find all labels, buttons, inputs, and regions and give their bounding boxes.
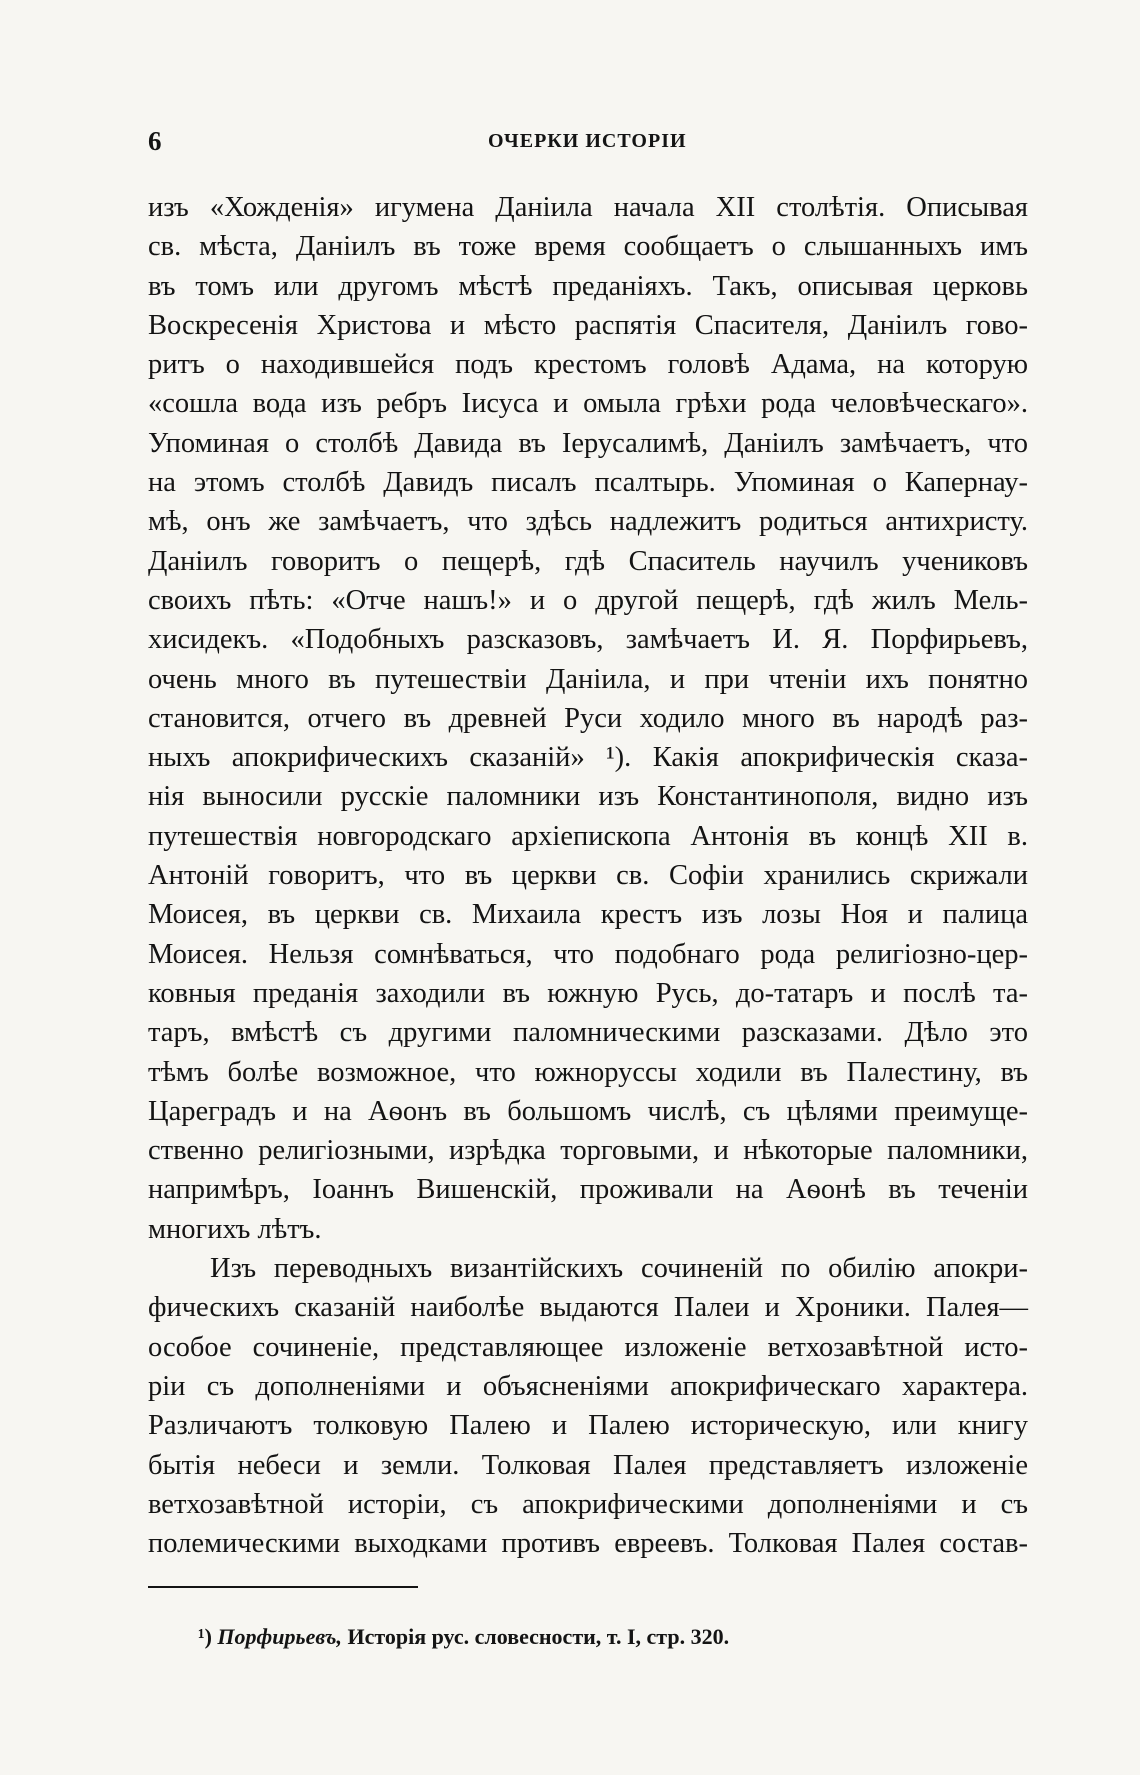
text-line: ковныя преданія заходили въ южную Русь, до-татаръ и послѣ та- xyxy=(148,977,1028,1009)
paragraph-1 xyxy=(148,188,1028,1249)
text-line: изъ «Хожденія» игумена Даніила начала XII столѣтія. Описывая xyxy=(148,192,1028,223)
text-line: фическихъ сказаній наиболѣе выдаются Палеи и Хроники. Палея— xyxy=(148,1292,1028,1324)
text-line: Различаютъ толковую Палею и Палею историческую, или книгу xyxy=(148,1410,1028,1442)
text-line: ріи съ дополненіями и объясненіями апокрифическаго характера. xyxy=(148,1370,1028,1402)
text-line: ныхъ апокрифическихъ сказаній» ¹). Какія апокрифическія сказа- xyxy=(148,742,1028,774)
page-header xyxy=(148,126,1028,166)
text-line: Упоминая о столбѣ Давида въ Іерусалимѣ, Даніилъ замѣчаетъ, что xyxy=(148,427,1028,459)
footnote xyxy=(198,1624,729,1650)
text-line: полемическими выходками противъ евреевъ. Толковая Палея состав- xyxy=(148,1528,1028,1560)
text-line: Моисея. Нельзя сомнѣваться, что подобнаго рода религіозно-цер- xyxy=(148,938,1028,970)
text-line: тѣмъ болѣе возможное, что южноруссы ходили въ Палестину, въ xyxy=(148,1056,1028,1088)
text-line: Моисея, въ церкви св. Михаила крестъ изъ лозы Ноя и палица xyxy=(148,899,1028,931)
text-line: ветхозавѣтной исторіи, съ апокрифическими дополненіями и съ xyxy=(148,1488,1028,1520)
text-line: ственно религіозными, изрѣдка торговыми, и нѣкоторые паломники, xyxy=(148,1135,1028,1167)
running-title: ОЧЕРКИ ИСТОРІИ xyxy=(488,130,687,152)
footnote-author: Порфирьевъ, xyxy=(217,1624,342,1649)
text-line: таръ, вмѣстѣ съ другими паломническими разсказами. Дѣло это xyxy=(148,1017,1028,1049)
text-line: Цареградъ и на Аѳонъ въ большомъ числѣ, съ цѣлями преимуще- xyxy=(148,1095,1028,1127)
text-line: бытія небеси и земли. Толковая Палея представляетъ изложеніе xyxy=(148,1449,1028,1481)
text-line: становится, отчего въ древней Руси ходило много въ народѣ раз- xyxy=(148,702,1028,734)
text-line: особое сочиненіе, представляющее изложеніе ветхозавѣтной исто- xyxy=(148,1331,1028,1363)
text-line: очень много въ путешествіи Даніила, и при чтеніи ихъ понятно xyxy=(148,663,1028,695)
footnote-text: Исторія рус. словесности, т. I, стр. 320. xyxy=(347,1624,730,1649)
text-line: «сошла вода изъ ребръ Іисуса и омыла грѣхи рода человѣческаго». xyxy=(148,388,1028,420)
paragraph-2 xyxy=(148,1249,1028,1563)
text-line: Воскресенія Христова и мѣсто распятія Спасителя, Даніилъ гово- xyxy=(148,309,1028,341)
text-line: на этомъ столбѣ Давидъ писалъ псалтырь. Упоминая о Капернау- xyxy=(148,467,1028,499)
page-number: 6 xyxy=(148,126,162,156)
text-line: въ томъ или другомъ мѣстѣ преданіяхъ. Такъ, описывая церковь xyxy=(148,270,1028,302)
text-line: путешествія новгородскаго архіепископа Антонія въ концѣ XII в. xyxy=(148,820,1028,852)
text-line: своихъ пѣть: «Отче нашъ!» и о другой пещерѣ, гдѣ жилъ Мель- xyxy=(148,584,1028,616)
text-line: ритъ о находившейся подъ крестомъ головѣ Адама, на которую xyxy=(148,349,1028,381)
text-line: св. мѣста, Даніилъ въ тоже время сообщаетъ о слышанныхъ имъ xyxy=(148,231,1028,263)
footnote-divider xyxy=(148,1586,418,1588)
text-line: мѣ, онъ же замѣчаетъ, что здѣсь надлежитъ родиться антихристу. xyxy=(148,506,1028,538)
footnote-marker: ¹) xyxy=(198,1624,212,1649)
text-line: Даніилъ говоритъ о пещерѣ, гдѣ Спаситель научилъ учениковъ xyxy=(148,545,1028,577)
text-line: хисидекъ. «Подобныхъ разсказовъ, замѣчаетъ И. Я. Порфирьевъ, xyxy=(148,624,1028,656)
text-line: Изъ переводныхъ византійскихъ сочиненій по обилію апокри- xyxy=(210,1253,1028,1285)
text-line: напримѣръ, Іоаннъ Вишенскій, проживали на Аѳонѣ въ теченіи xyxy=(148,1174,1028,1206)
body-text xyxy=(148,188,1028,1563)
text-line: Антоній говоритъ, что въ церкви св. Софіи хранились скрижали xyxy=(148,860,1028,892)
text-line: многихъ лѣтъ. xyxy=(148,1213,322,1245)
text-line: нія выносили русскіе паломники изъ Константинополя, видно изъ xyxy=(148,781,1028,813)
